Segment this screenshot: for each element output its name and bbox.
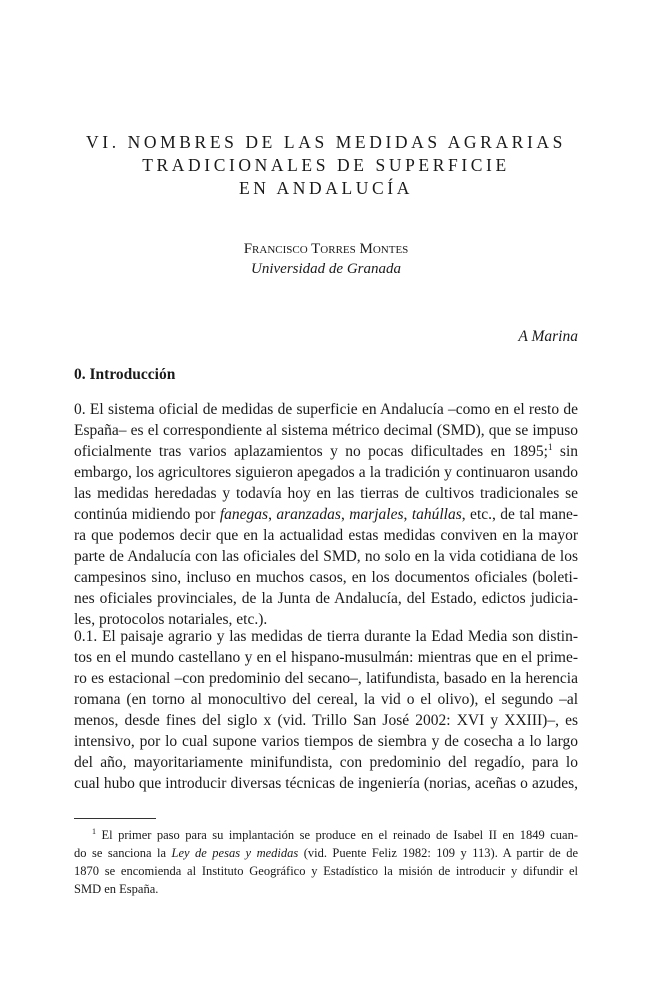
author-affiliation: Universidad de Granada bbox=[251, 261, 401, 277]
paragraph-line: romana (en torno al monocultivo del cereal, la vid o el olivo), el segundo –al bbox=[74, 691, 578, 708]
separator: , bbox=[268, 506, 277, 523]
paragraph-line-text: sin bbox=[552, 443, 578, 460]
paragraph-line bbox=[74, 504, 578, 525]
measure-term: aranzadas bbox=[276, 506, 341, 523]
paragraph-line: campesinos sino, incluso en muchos casos, en los documentos oficiales (boleti- bbox=[74, 569, 578, 586]
paragraph-line-text: , etc., de tal mane- bbox=[461, 506, 578, 523]
paragraph-line: parte de Andalucía con las oficiales del SMD, no solo en la vida cotidiana de los bbox=[74, 548, 578, 565]
paragraph-line: intensivo, por lo cual supone varios tiempos de siembra y de cosecha a lo largo bbox=[74, 733, 578, 750]
footnote-number: 1 bbox=[92, 826, 96, 836]
paragraph-line bbox=[74, 441, 578, 462]
footnote-text: (vid. Puente Feliz 1982: 109 y 113). A partir de de bbox=[298, 846, 578, 860]
paragraph-line: les, protocolos notariales, etc.). bbox=[74, 611, 268, 628]
paragraph-line: España– es el correspondiente al sistema métrico decimal (SMD), que se impuso bbox=[74, 422, 578, 439]
separator: , bbox=[340, 506, 350, 523]
dedication: A Marina bbox=[518, 328, 578, 345]
footnote-italic-title: Ley de pesas y medidas bbox=[171, 846, 299, 860]
title-line-3: EN ANDALUCÍA bbox=[239, 178, 413, 198]
paragraph-line: 0.1. El paisaje agrario y las medidas de tierra durante la Edad Media son distin- bbox=[74, 628, 578, 645]
paragraph-line: nes oficiales provinciales, de la Junta de Andalucía, del Estado, edictos judicia- bbox=[74, 590, 578, 607]
paragraph-line: embargo, los agricultores siguieron apegados a la tradición y continuaron usando bbox=[74, 464, 578, 481]
paragraph-line: ra que podemos decir que en la actualidad estas medidas conviven en la mayor bbox=[74, 527, 578, 544]
paragraph-line: cual hubo que introducir diversas técnicas de ingeniería (norias, aceñas o azudes, bbox=[74, 775, 578, 792]
measure-term: fanegas bbox=[219, 506, 269, 523]
paragraph-line: las medidas heredadas y todavía hoy en las tierras de cultivos tradicionales se bbox=[74, 485, 578, 502]
footnote-line bbox=[74, 844, 578, 862]
paragraph-line-text: continúa midiendo por bbox=[74, 506, 220, 523]
footnote-line: SMD en España. bbox=[74, 882, 159, 896]
footnote-text: El primer paso para su implantación se produce en el reinado de Isabel II en 1849 cuan- bbox=[96, 828, 578, 842]
chapter-title bbox=[74, 131, 578, 200]
paragraph-2 bbox=[74, 626, 578, 794]
measure-term: marjales bbox=[349, 506, 404, 523]
measure-term: tahúllas bbox=[411, 506, 462, 523]
footnote bbox=[74, 826, 578, 898]
paragraph-line: tos en el mundo castellano y en el hispano-musulmán: mientras que en el prime- bbox=[74, 649, 578, 666]
paragraph-line: 0. El sistema oficial de medidas de superficie en Andalucía –como en el resto de bbox=[74, 401, 578, 418]
footnote-marker[interactable]: 1 bbox=[547, 441, 553, 452]
section-heading: 0. Introducción bbox=[74, 366, 176, 383]
paragraph-1 bbox=[74, 399, 578, 630]
title-line-1: VI. NOMBRES DE LAS MEDIDAS AGRARIAS bbox=[86, 132, 566, 152]
title-line-2: TRADICIONALES DE SUPERFICIE bbox=[142, 155, 510, 175]
footnote-divider bbox=[74, 818, 156, 819]
paragraph-line-text: oficialmente tras varios aplazamientos y no pocas dificultades en 1895; bbox=[74, 443, 548, 460]
footnote-line bbox=[74, 826, 578, 844]
footnote-text: do se sanciona la bbox=[74, 846, 172, 860]
paragraph-line: del año, mayoritariamente minifundista, con predominio del regadío, para lo bbox=[74, 754, 578, 771]
separator: , bbox=[403, 506, 412, 523]
paragraph-line: menos, desde fines del siglo x (vid. Trillo San José 2002: XVI y XXIII)–, es bbox=[74, 712, 578, 729]
author-name: Francisco Torres Montes bbox=[243, 241, 409, 257]
footnote-line: 1870 se encomienda al Instituto Geográfico y Estadístico la misión de introducir y difundir el bbox=[74, 864, 578, 878]
paragraph-line: ro es estacional –con predominio del secano–, latifundista, basado en la herencia bbox=[74, 670, 578, 687]
